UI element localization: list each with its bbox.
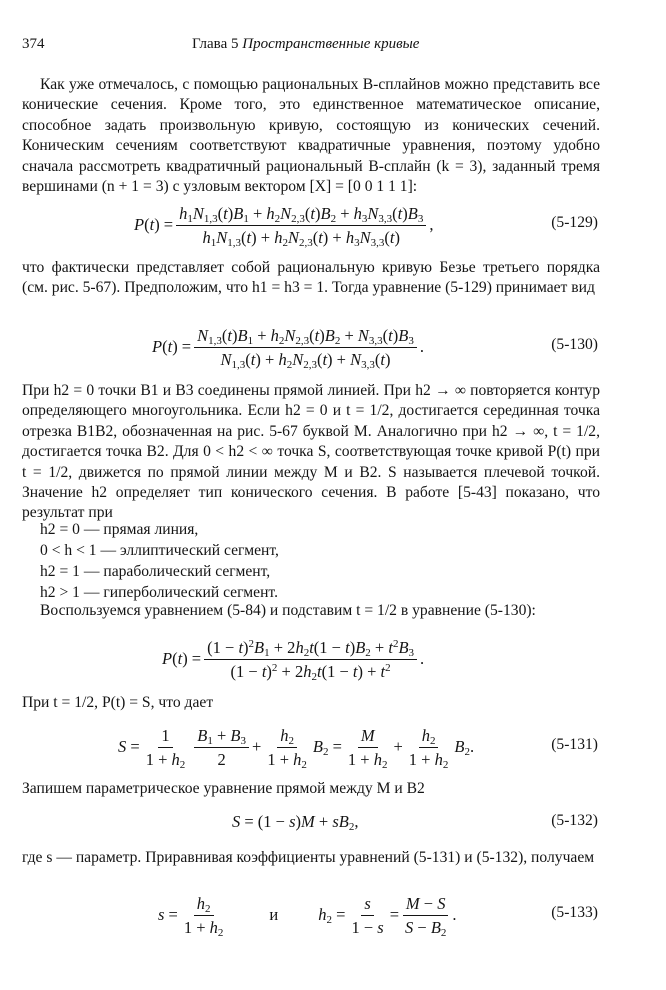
equation-number: (5-133)	[551, 904, 598, 921]
equation-5-132: $S = (1 - s)M + sB_2$, (5-132)	[232, 812, 598, 833]
page-number: 374	[22, 36, 45, 52]
paragraph-2: что фактически представляет собой рациональную кривую Безье третьего порядка (см. рис. 5-67). Предположим, что h1 = h3 = 1. Тогда уравнение (5-129) принимает вид	[22, 259, 600, 297]
paragraph-3: При h2 = 0 точки B1 и B3 соединены прямой линией. При h2 → ∞ повторяется контур определяющего многоугольника. Если h2 = 0 и t = 1/2, достигается серединная точка отрезка B1B2, обозначенная на рис. 5-67 буквой M. Аналогично при h2 → ∞, t = 1/2, достигается точка B2. Для 0 < h2 < ∞ точка S, соответствующая точке кривой P(t) при t = 1/2, движется по прямой линии между M и B2. S называется плечевой точкой. Значение h2 определяет тип конического сечения. В работе [5-43] показано, что результат при	[22, 382, 600, 522]
equation-number: (5-129)	[551, 214, 598, 231]
equation-5-133: s = $\frac{h_2}{1 + h_2}$ и $h_2$ = $\frac{s}{1 - s}$ = $\frac{M - S}{S - B_2}$ . (5-133)	[158, 893, 598, 939]
paragraph-5: При t = 1/2, P(t) = S, что дает	[22, 694, 214, 711]
running-header	[192, 36, 419, 53]
paragraph-7: где s — параметр. Приравнивая коэффициенты уравнений (5-131) и (5-132), получаем	[22, 849, 595, 866]
list-item: 0 < h < 1 — эллиптический сегмент,	[40, 542, 279, 559]
chapter-label: Глава 5	[192, 36, 239, 52]
paragraph-4: Воспользуемся уравнением (5-84) и подставим t = 1/2 в уравнение (5-130):	[40, 602, 536, 619]
paragraph-6: Запишем параметрическое уравнение прямой между M и B2	[22, 780, 425, 797]
list-item: h2 = 1 — параболический сегмент,	[40, 563, 271, 580]
equation-number: (5-132)	[551, 812, 598, 829]
equation-5-130: P(t) = $\frac{N_{1,3}(t)B_1 + h_2N_{2,3}(t)B_2 + N_{3,3}(t)B_3}{N_{1,3}(t) + h_2N_{2,3}(t) + N_{3,3}(t)}$ . (5-130)	[152, 325, 598, 371]
list-item: h2 = 0 — прямая линия,	[40, 521, 199, 538]
equation-number: (5-130)	[551, 336, 598, 353]
equation-connector: и	[269, 905, 279, 924]
equation-5-131: S = $\frac{1}{1 + h_2}$ $\frac{B_1 + B_3}{2}$ + $\frac{h_2}{1 + h_2}$ $B_2$ = $\frac{M}{1 + h_2}$ + $\frac{h_2}{1 + h_2}$ $B_2$. (5-131)	[118, 725, 598, 771]
chapter-title: Пространственные кривые	[242, 36, 420, 52]
list-item: h2 > 1 — гиперболический сегмент.	[40, 584, 278, 601]
paragraph-1: Как уже отмечалось, с помощью рациональных B-сплайнов можно представить все конические сечения. Кроме того, это единственное математическое описание, способное задать произвольную кривую, состоящую из конических сечений. Коническим сечениям соответствуют квадратичные уравнения, поэтому удобно сначала рассмотреть квадратичный рациональный B-сплайн (k = 3), заданный тремя вершинами (n + 1 = 3) с узловым вектором [X] = [0 0 1 1 1]:	[22, 76, 600, 196]
equation-5-129: P(t) = $\frac{h_1N_{1,3}(t)B_1 + h_2N_{2,3}(t)B_2 + h_3N_{3,3}(t)B_3}{h_1N_{1,3}(t) + h_2N_{2,3}(t) + h_3N_{3,3}(t)}$ , (5-129)	[134, 203, 598, 249]
equation-substitution: P(t) = $\frac{(1 - t)^2B_1 + 2h_2t(1 - t)B_2 + t^2B_3}{(1 - t)^2 + 2h_2t(1 - t) + t^2}$ .	[162, 637, 425, 683]
equation-number: (5-131)	[551, 736, 598, 753]
conic-type-list	[40, 519, 279, 603]
